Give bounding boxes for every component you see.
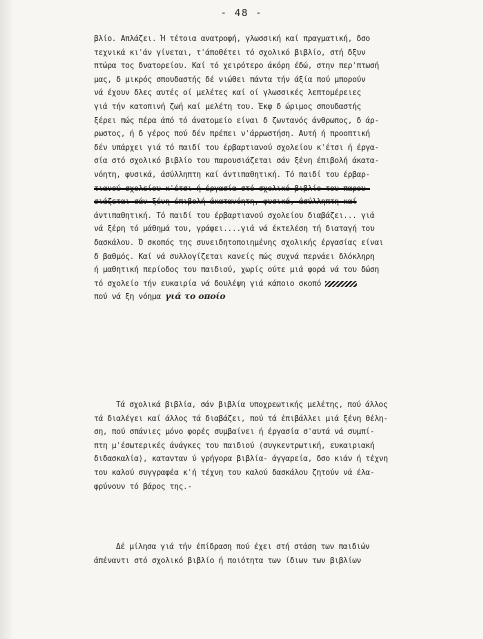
struck-word [325, 281, 357, 287]
paragraph-3 [94, 540, 469, 567]
text-line: του καλού συγγραφέα κ'ή τέχνη του καλού δασκάλου ζητούν νά έλα- [94, 467, 375, 477]
text-line: μας, δ μικρός σπουδαστής δέ νιώθει πάντα τήν άξία πού μπορούν [94, 74, 366, 84]
text-line: άπέναντι στό σχολικό βιβλίο ή ποιότητα των ίδιων των βιβλίων [94, 555, 362, 565]
text-line-with-correction [94, 277, 469, 291]
page-edge-shadow [0, 0, 14, 639]
text-line: δέν υπάρχει γιά τό παιδί του έρβαρτιανού σχολείου κ'έτσι ή έργα- [94, 142, 379, 152]
text-line: βλίο. Απλάζει. Ή τέτοια ανατροφή, γλωσσική καί πραγματική, δσο [94, 34, 371, 43]
handwritten-insertion: γιά το οποίο [165, 292, 226, 303]
text-line: ρωστος, ή δ γέρος πού δέν πρέπει ν'άρρωστήση. Αυτή ή προοπτική [94, 129, 371, 139]
text-line: γιά τήν κατοπινή ζωή καί μελέτη του. Έκφ δ ώριμος σπουδαστής [94, 101, 362, 111]
text-line: πτώρα τος δνατορείου. Καί τό χειρότερο άκόρη έδώ, στην περ'πτωσή [94, 61, 379, 71]
text-line: άντιπαθητική. Τό παιδί του έρβαρτιανού σχολείου διαβάζει... γιά [94, 210, 375, 220]
text-line: Τά σχολικά βιβλία, σάν βιβλία υποχρεωτικής μελέτης, πού άλλος [116, 400, 388, 409]
text-line-with-insertion [94, 290, 469, 304]
text-line: νά ξέρη τό μάθημά του, γράφει....γιά νά έκτελέση τή διαταγή του [94, 224, 375, 234]
text-line: νά έχουν δλες αυτές οί μελέτες καί οί γλωσσικές λεπτομέρειες [94, 88, 362, 98]
paragraph-2 [94, 398, 469, 493]
text-segment: πού νά ξη νόημα [94, 292, 161, 302]
text-line: νόητη, φυσικά, άσύλληπτη καί άντιπαθητική. Τό παιδί του έρβαρ- [94, 169, 371, 179]
text-line: δασκάλου. Ό σκοπός της συνειδητοποιημένης σχολικής έργασίας είναι [94, 237, 384, 247]
text-line: διδασκαλία), κατανταν ύ γρήγορα βιβλία- άγγαρεία, δσο κιάν ή τέχνη [94, 454, 388, 464]
text-line: τά διαλέγει καί άλλος τά διαβάζει, πού τά έπιβάλλει μιά ξένη θέλη- [94, 413, 388, 423]
text-segment: τό σχολείο τήν ευκαιρία νά δουλέψη γιά κάποιο σκοπό [94, 278, 322, 288]
text-line: Δέ μίλησα γιά τήν έπίδραση πού έχει στή στάση των παιδιών [116, 542, 370, 551]
text-line: ση, πού σπάνιες μόνο φορές συμβαίνει ή έργασία σ'αυτά νά συμπί- [94, 427, 375, 437]
text-line: πτη μ'έσωτερικές άνάγκες του παιδιού (συγκεντρωτική, ευκαιριακή [94, 440, 375, 450]
text-line: δ βαθμός. Καί νά συλλογίζεται κανείς πώς συχνά περνάει δλόκληρη [94, 251, 375, 261]
text-line: ή μαθητική περίοδος του παιδιού, χωρίς ούτε μιά φορά νά του δώση [94, 265, 379, 275]
text-line: φρύνουν τό βάρος της.- [94, 481, 192, 491]
struck-text-line: σιάζεται σάν ξένη έπιβολή άκατανόητη, φυσικά, άσύλληπτη καί [94, 197, 357, 207]
paragraph-1 [94, 32, 469, 304]
text-line: ξέρει πώς πέρα άπό τό άνατομείο είναι δ ζωντανός άνθρωπος, δ άρ- [94, 115, 379, 125]
text-line: σία στό σχολικό βιβλίο του παρουσιάζεται σάν ξένη έπιβολή άκατα- [94, 156, 379, 166]
text-line: τεχνικά κι'άν γίνεται, τ'άποθέτει τό σχολικό βιβλίο, στή δξυν [94, 47, 366, 57]
page-number: - 48 - [220, 8, 263, 19]
struck-text-line: τιανού σχολείου κ'έτσι ή έργασία στό σχολικό βιβλίο του παρου- [94, 183, 371, 193]
